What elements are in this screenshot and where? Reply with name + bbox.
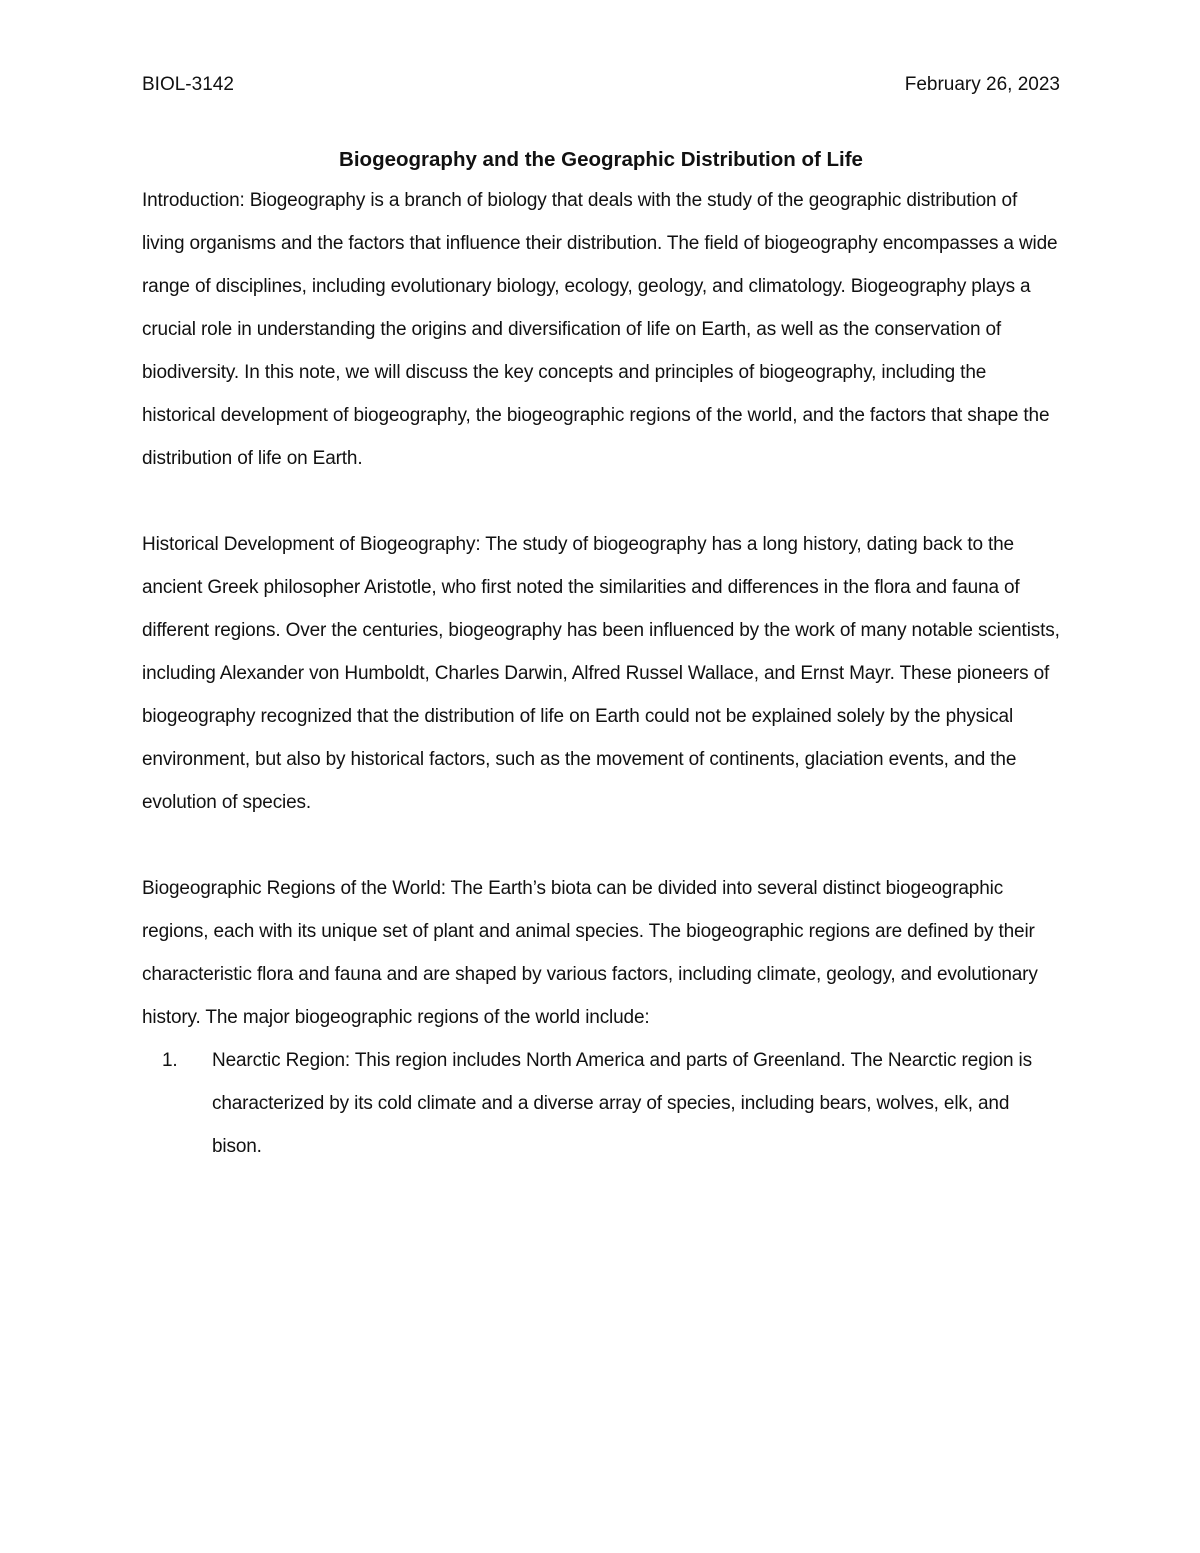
list-item-text: Nearctic Region: This region includes North America and parts of Greenland. The Nearctic region is characterized by its cold climate and a diverse array of species, including bears, wolves, elk, and bison. [212,1050,1032,1157]
document-title: Biogeography and the Geographic Distribution of Life [339,148,863,171]
document-header [142,70,1060,100]
biogeographic-regions-paragraph: Biogeographic Regions of the World: The Earth’s biota can be divided into several distinct biogeographic regions, each with its unique set of plant and animal species. The biogeographic regions are defined by their characteristic flora and fauna and are shaped by various factors, including climate, geology, and evolutionary history. The major biogeographic regions of the world include: [142,878,1038,1028]
introduction-paragraph: Introduction: Biogeography is a branch of biology that deals with the study of the geographic distribution of living organisms and the factors that influence their distribution. The field of biogeography encompasses a wide range of disciplines, including evolutionary biology, ecology, geology, and climatology. Biogeography plays a crucial role in understanding the origins and diversification of life on Earth, as well as the conservation of biodiversity. In this note, we will discuss the key concepts and principles of biogeography, including the historical development of biogeography, the biogeographic regions of the world, and the factors that shape the distribution of life on Earth. [142,190,1058,469]
list-item [142,1039,1060,1168]
historical-development-paragraph: Historical Development of Biogeography: The study of biogeography has a long history, dating back to the ancient Greek philosopher Aristotle, who first noted the similarities and differences in the flora and fauna of different regions. Over the centuries, biogeography has been influenced by the work of many notable scientists, including Alexander von Humboldt, Charles Darwin, Alfred Russel Wallace, and Ernst Mayr. These pioneers of biogeography recognized that the distribution of life on Earth could not be explained solely by the physical environment, but also by historical factors, such as the movement of continents, glaciation events, and the evolution of species. [142,534,1060,813]
paragraph-spacer [142,480,1060,523]
document-content [142,70,1060,1168]
course-code: BIOL-3142 [142,74,234,95]
list-item-number: 1. [162,1050,178,1071]
regions-list [142,1039,1060,1168]
document-date: February 26, 2023 [904,74,1060,95]
paragraph-spacer [142,824,1060,867]
